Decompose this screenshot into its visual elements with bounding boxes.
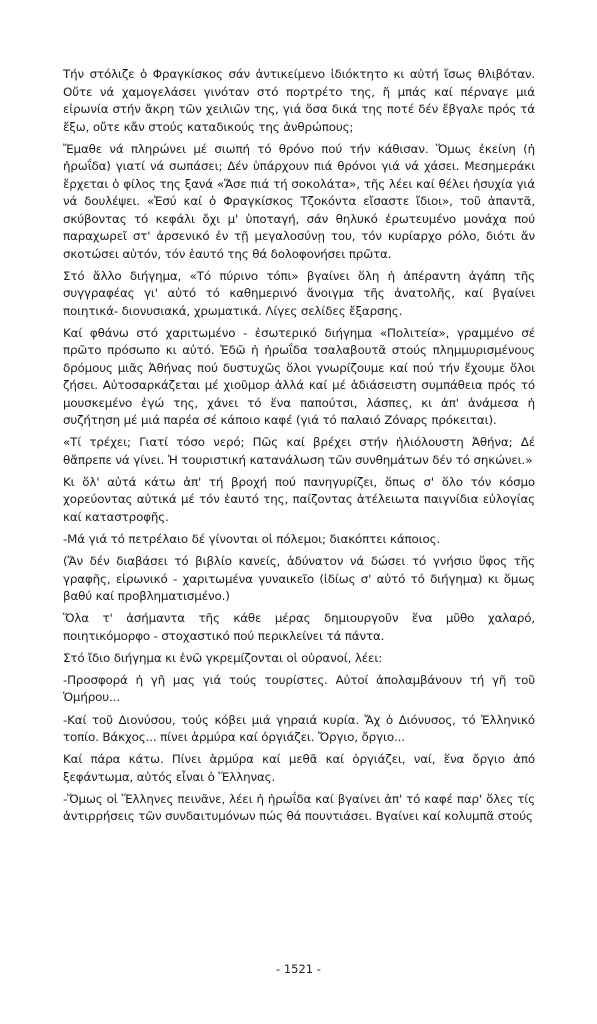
paragraph: (Ἄν δέν διαβάσει τό βιβλίο κανείς, ἀδύνατον νά δώσει τό γνήσιο ὕφος τῆς γραφῆς, εἰρωνικό - χαριτωμένα γυναικεῖο (ἰδίως σ' αὐτό τό διήγημα) κι ὅμως βαθύ καί προβληματισμένο.) — [63, 554, 535, 604]
paragraph: Στό ἄλλο διήγημα, «Τό πύρινο τόπι» βγαίνει ὅλη ἡ ἀπέραντη ἀγάπη τῆς συγγραφέας γι' αὐτό τό καθημερινό ἄνοιγμα τῆς ἀνατολῆς, καί βγαίνει ποιητικά- διονυσιακά, χρωματικά. Λίγες σελίδες ἔξαρσης. — [63, 268, 535, 318]
paragraph: Στό ἴδιο διήγημα κι ἐνῶ γκρεμίζονται οἱ οὐρανοί, λέει: — [63, 650, 383, 665]
paragraph: -Προσφορά ἡ γῆ μας γιά τούς τουρίστες. Αὐτοί ἀπολαμβάνουν τή γῆ τοῦ Ὁμήρου... — [63, 672, 535, 705]
paragraph: Ὅλα τ' ἀσήμαντα τῆς κάθε μέρας δημιουργοῦν ἕνα μῦθο χαλαρό, ποιητικόμορφο - στοχαστικό πού περικλείνει τά πάντα. — [63, 611, 535, 643]
page-number: - 1521 - — [276, 962, 321, 976]
paragraph: -Καί τοῦ Διονύσου, τούς κόβει μιά γηραιά κυρία. Ἄχ ὁ Διόνυσος, τό Ἑλληνικό τοπίο. Βάκχος... πίνει ἁρμύρα καί ὀργιάζει. Ὄργιο, ὄργιο... — [63, 712, 535, 745]
paragraph: «Τί τρέχει; Γιατί τόσο νερό; Πῶς καί βρέχει στήν ἡλιόλουστη Ἀθήνα; Δέ θἄπρεπε νά γίνει. Ἡ τουριστική κατανάλωση τῶν συνθημάτων δέν τό σηκώνει.» — [63, 435, 535, 467]
paragraph: Καί φθάνω στό χαριτωμένο - ἐσωτερικό διήγημα «Πολιτεία», γραμμένο σέ πρῶτο πρόσωπο κι αὐτό. Ἐδῶ ἡ ἡρωΐδα τσαλαβουτᾶ στούς πλημμυρισμένους δρόμους μιᾶς Ἀθήνας πού δυστυχῶς ὅλοι γνωρίζουμε καί πού τήν ἔχουμε ὅλοι ζήσει. Αὐτοσαρκάζεται μέ χιοῦμορ ἀλλά καί μέ ἀδιάσειστη συμπάθεια πρός τό μουσκεμένο ἐγώ της, χάνει τό ἕνα παπούτσι, λάσπες, κι ἀπ' ἀνάμεσα ἡ συζήτηση μέ μιά παρέα σέ κάποιο καφέ (γιά τό παλαιό Ζόναρς πρόκειται). — [63, 325, 535, 428]
paragraph: Τήν στόλιζε ὁ Φραγκίσκος σάν ἀντικείμενο ἰδιόκτητο κι αὐτή ἴσως θλιβόταν. Οὔτε νά χαμογελάσει γινόταν στό πορτρέτο της, ἤ μπάς καί πέρναγε μιά εἰρωνία στήν ἄκρη τῶν χειλιῶν της, γιά ὅσα δικά της ποτέ δέν ἔβγαλε πρός τά ἔξω, οὔτε κἄν στούς καταδικούς της ἀνθρώπους; — [63, 67, 535, 134]
paragraph: -Ὅμως οἱ Ἕλληνες πεινᾶνε, λέει ἡ ἡρωΐδα καί βγαίνει ἀπ' τό καφέ παρ' ὅλες τίς ἀντιρρήσεις τῶν συνδαιτυμόνων πώς θά πουντιάσει. Βγαίνει καί κολυμπᾶ στούς — [63, 791, 535, 824]
paragraph: -Μά γιά τό πετρέλαιο δέ γίνονται οἱ πόλεμοι; διακόπτει κάποιος. — [63, 532, 441, 547]
paragraph: Καί πάρα κάτω. Πίνει ἁρμύρα καί μεθᾶ καί ὀργιάζει, ναί, ἕνα ὄργιο ἀπό ξεφάντωμα, αὐτός εἶναι ὁ Ἕλληνας. — [63, 752, 535, 784]
paragraph: Ἔμαθε νά πληρώνει μέ σιωπή τό θρόνο πού τήν κάθισαν. Ὅμως ἐκείνη (ἡ ἡρωΐδα) γιατί νά σωπάσει; Δέν ὑπάρχουν πιά θρόνοι γιά νά χάσει. Μεσημεράκι ἔρχεται ὁ φίλος της ξανά «Ἄσε πιά τή σοκολάτα», τῆς λέει καί θέλει ἡσυχία γιά νά δουλέψει. «Ἐσύ καί ὁ Φραγκίσκος Τζοκόντα εἴσαστε ἴδιοι», τοῦ ἀπαντᾶ, σκύβοντας τό κεφάλι ὄχι μ' ὑποταγή, σάν θηλυκό ἐρωτευμένο μονάχα πού παραχωρεῖ στ' ἀρσενικό ἐν τῇ μεγαλοσύνῃ του, τόν κυρίαρχο ρόλο, διότι ἄν σκοτώσει αὐτόν, τόν ἑαυτό της θά δολοφονήσει πρῶτα. — [63, 141, 535, 261]
paragraph: Κι ὅλ' αὐτά κάτω ἀπ' τή βροχή πού πανηγυρίζει, ὅπως σ' ὅλο τόν κόσμο χορεύοντας αὐτικά μέ τόν ἑαυτό της, παίζοντας ἀτέλειωτα παιγνίδια εὐλογίας καί καταστροφῆς. — [63, 474, 535, 524]
body-text — [63, 66, 535, 830]
